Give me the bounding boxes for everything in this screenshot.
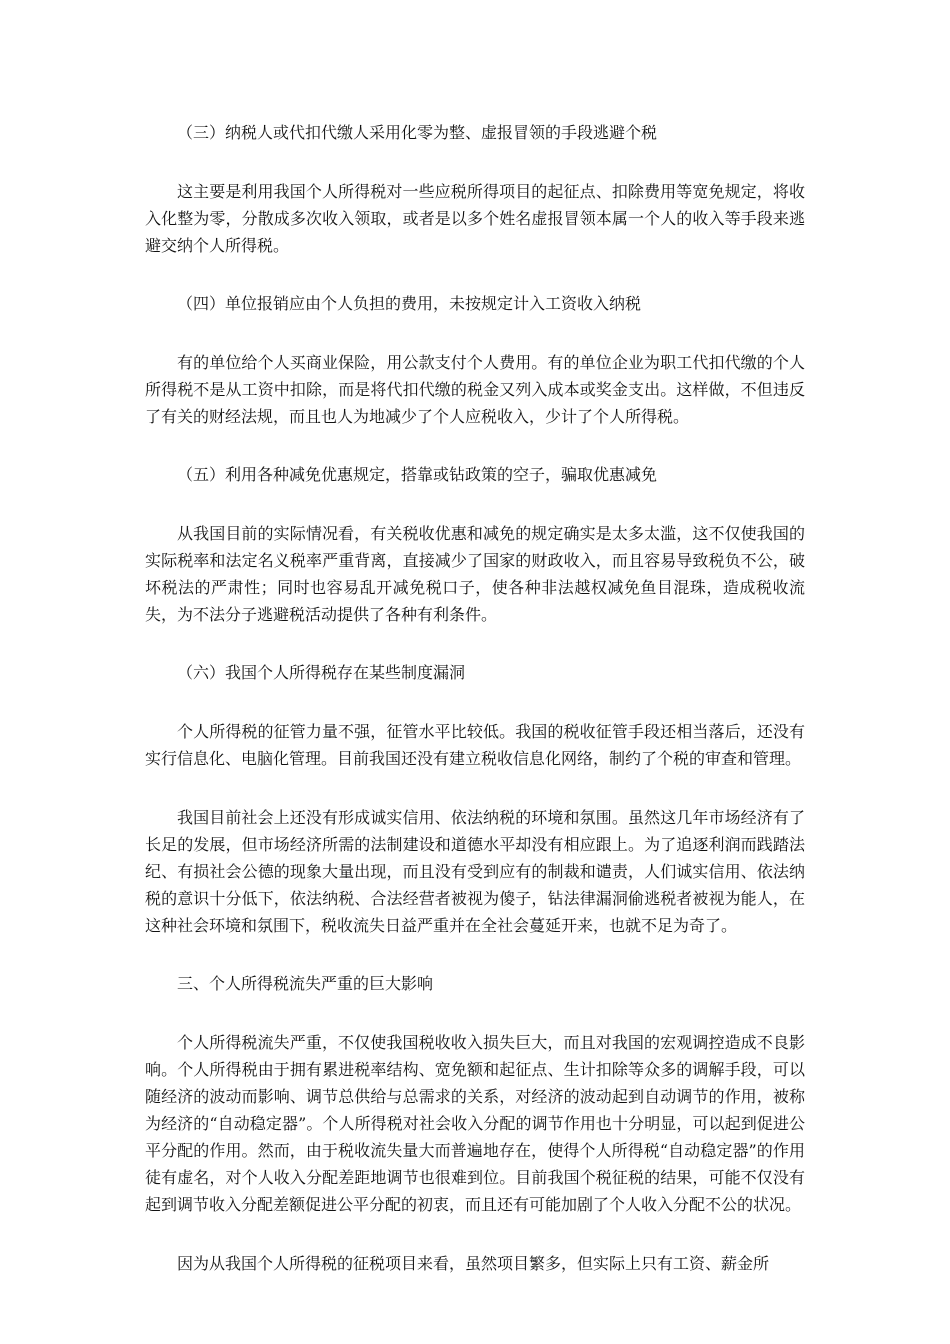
paragraph: 个人所得税的征管力量不强，征管水平比较低。我国的税收征管手段还相当落后，还没有实行信息化、电脑化管理。目前我国还没有建立税收信息化网络，制约了个税的审查和管理。 xyxy=(145,722,805,768)
paragraph: 有的单位给个人买商业保险，用公款支付个人费用。有的单位企业为职工代扣代缴的个人所得税不是从工资中扣除，而是将代扣代缴的税金又列入成本或奖金支出。这样做，不但违反了有关的财经法规，而且也人为地减少了个人应税收入，少计了个人所得税。 xyxy=(145,353,805,426)
document-body xyxy=(145,120,805,1309)
paragraph: 个人所得税流失严重，不仅使我国税收收入损失巨大，而且对我国的宏观调控造成不良影响。个人所得税由于拥有累进税率结构、宽免额和起征点、生计扣除等众多的调解手段，可以随经济的波动而影响、调节总供给与总需求的关系，对经济的波动起到自动调节的作用，被称为经济的“自动稳定器”。个人所得税对社会收入分配的调节作用也十分明显，可以起到促进公平分配的作用。然而，由于税收流失量大而普遍地存在，使得个人所得税“自动稳定器”的作用徒有虚名，对个人收入分配差距地调节也很难到位。目前我国个税征税的结果，可能不仅没有起到调节收入分配差额促进公平分配的初衷，而且还有可能加剧了个人收入分配不公的状况。 xyxy=(145,1033,805,1214)
paragraph: 我国目前社会上还没有形成诚实信用、依法纳税的环境和氛围。虽然这几年市场经济有了长足的发展，但市场经济所需的法制建设和道德水平却没有相应跟上。为了追逐利润而践踏法纪、有损社会公德的现象大量出现，而且没有受到应有的制裁和谴责，人们诚实信用、依法纳税的意识十分低下，依法纳税、合法经营者被视为傻子，钻法律漏洞偷逃税者被视为能人，在这种社会环境和氛围下，税收流失日益严重并在全社会蔓延开来，也就不足为奇了。 xyxy=(145,808,805,935)
paragraph: 这主要是利用我国个人所得税对一些应税所得项目的起征点、扣除费用等宽免规定，将收入化整为零，分散成多次收入领取，或者是以多个姓名虚报冒领本属一个人的收入等手段来逃避交纳个人所得税。 xyxy=(145,182,805,255)
section-heading-5: （五）利用各种减免优惠规定，搭靠或钻政策的空子，骗取优惠减免 xyxy=(177,465,658,484)
section-heading-4: （四）单位报销应由个人负担的费用，未按规定计入工资收入纳税 xyxy=(177,294,642,313)
paragraph: 因为从我国个人所得税的征税项目来看，虽然项目繁多，但实际上只有工资、薪金所 xyxy=(177,1254,770,1273)
paragraph: 从我国目前的实际情况看，有关税收优惠和减免的规定确实是太多太滥，这不仅使我国的实际税率和法定名义税率严重背离，直接减少了国家的财政收入，而且容易导致税负不公，破坏税法的严肃性；同时也容易乱开减免税口子，使各种非法越权减免鱼目混珠，造成税收流失，为不法分子逃避税活动提供了各种有利条件。 xyxy=(145,524,805,624)
chapter-heading-3: 三、个人所得税流失严重的巨大影响 xyxy=(177,974,434,993)
section-heading-6: （六）我国个人所得税存在某些制度漏洞 xyxy=(177,663,466,682)
section-heading-3: （三）纳税人或代扣代缴人采用化零为整、虚报冒领的手段逃避个税 xyxy=(177,123,658,142)
